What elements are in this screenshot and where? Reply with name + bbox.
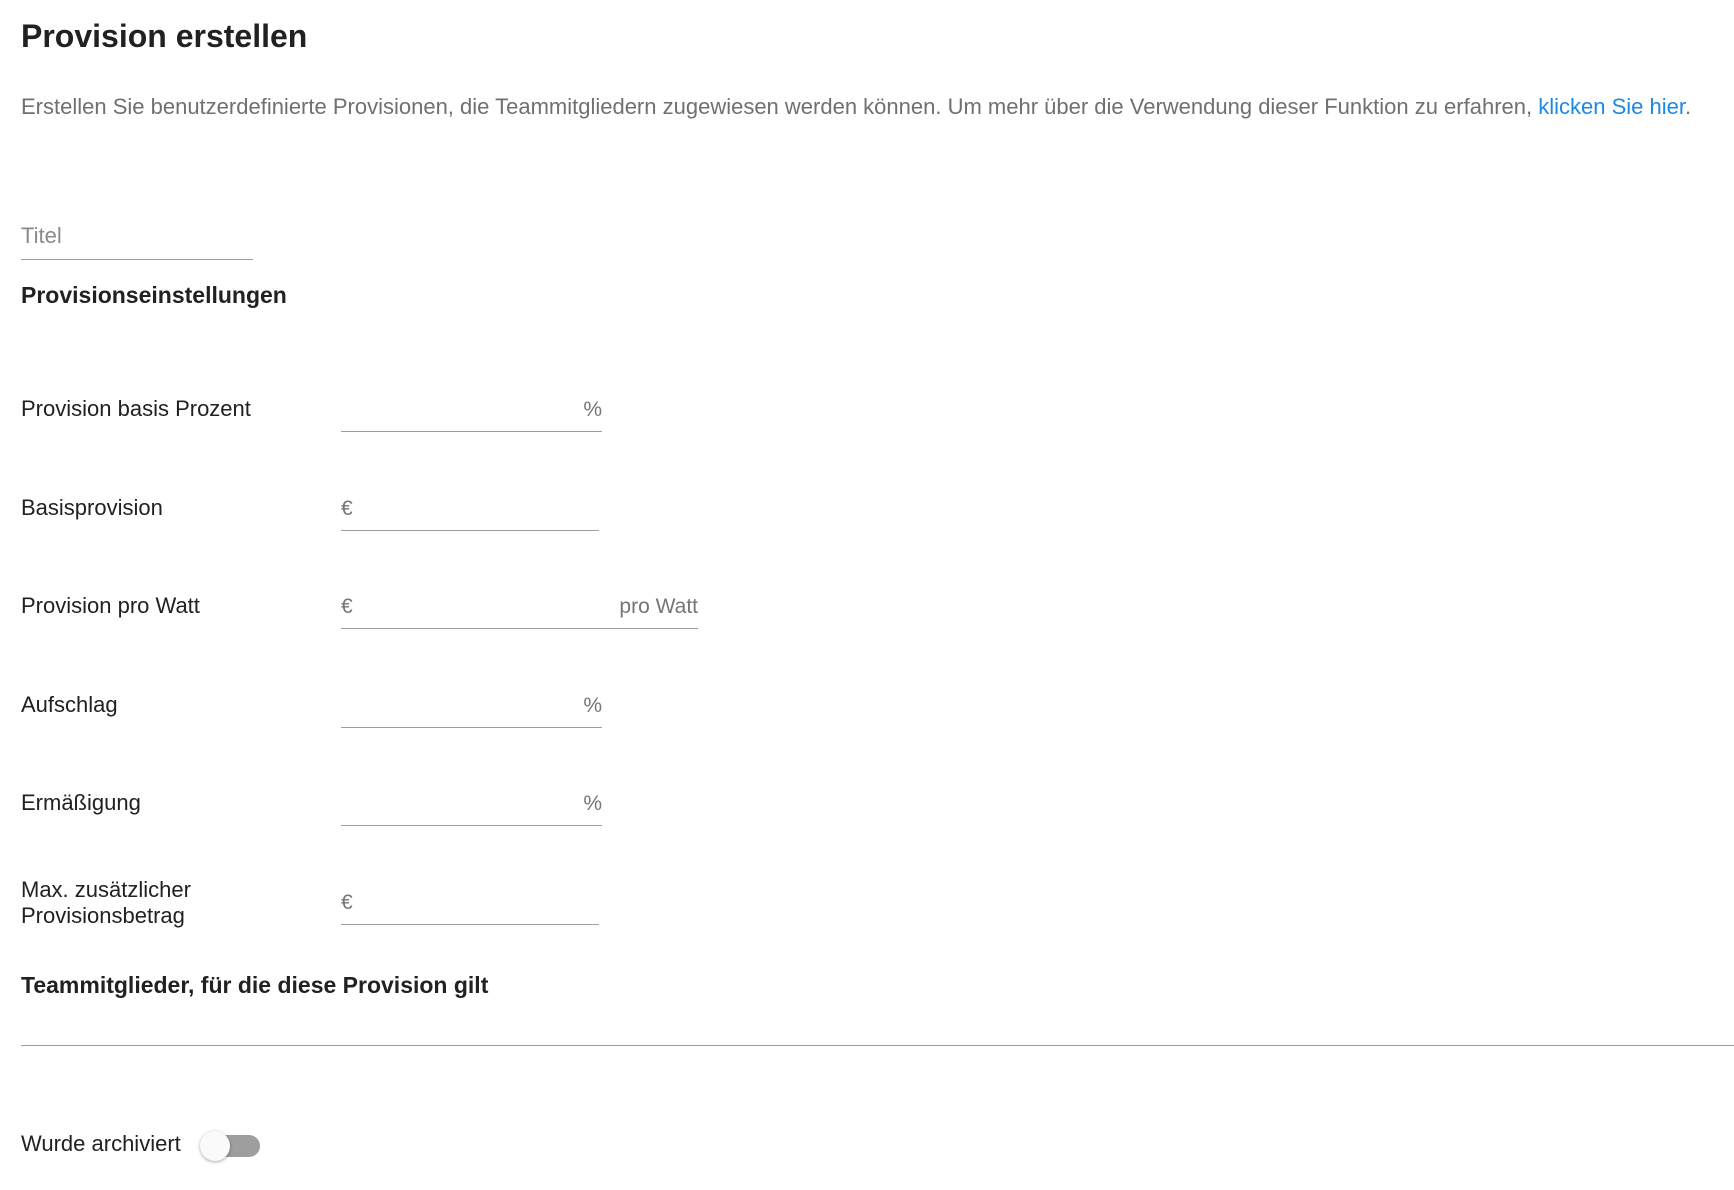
base-commission-field[interactable] [341,487,599,531]
page-description [21,94,1721,120]
base-percent-label: Provision basis Prozent [21,396,251,421]
per-watt-suffix: pro Watt [619,594,698,618]
max-additional-label-line2: Provisionsbetrag [21,903,185,928]
title-input[interactable] [21,218,253,254]
base-percent-input[interactable] [341,393,577,427]
max-additional-label-line1: Max. zusätzlicher [21,877,191,902]
base-commission-label: Basisprovision [21,495,163,520]
help-link[interactable]: klicken Sie hier [1538,94,1685,119]
description-end: . [1684,94,1692,119]
page-title: Provision erstellen [21,18,308,54]
title-field[interactable] [21,218,253,260]
markup-label: Aufschlag [21,692,118,717]
markup-input[interactable] [341,689,577,723]
per-watt-input[interactable] [359,590,614,624]
max-additional-input[interactable] [359,886,599,920]
euro-prefix: € [341,594,353,618]
percent-suffix: % [583,397,602,421]
settings-heading: Provisionseinstellungen [21,282,287,308]
per-watt-label: Provision pro Watt [21,593,200,618]
archived-label: Wurde archiviert [21,1131,181,1156]
percent-suffix: % [583,791,602,815]
team-members-select[interactable] [21,1045,1734,1046]
toggle-thumb [200,1131,230,1161]
max-additional-field[interactable] [341,881,599,925]
per-watt-field[interactable] [341,585,698,629]
percent-suffix: % [583,693,602,717]
description-text: Erstellen Sie benutzerdefinierte Provisionen, die Teammitgliedern zugewiesen werden können. Um mehr über die Verwendung dieser Funktion zu erfahren, [21,94,1539,119]
euro-prefix: € [341,496,353,520]
base-commission-input[interactable] [359,492,599,526]
discount-field[interactable] [341,782,602,826]
discount-input[interactable] [341,787,577,821]
max-additional-label [21,877,191,929]
team-heading: Teammitglieder, für die diese Provision gilt [21,972,489,998]
markup-field[interactable] [341,684,602,728]
euro-prefix: € [341,890,353,914]
archived-toggle[interactable] [200,1131,262,1161]
base-percent-field[interactable] [341,388,602,432]
discount-label: Ermäßigung [21,790,141,815]
